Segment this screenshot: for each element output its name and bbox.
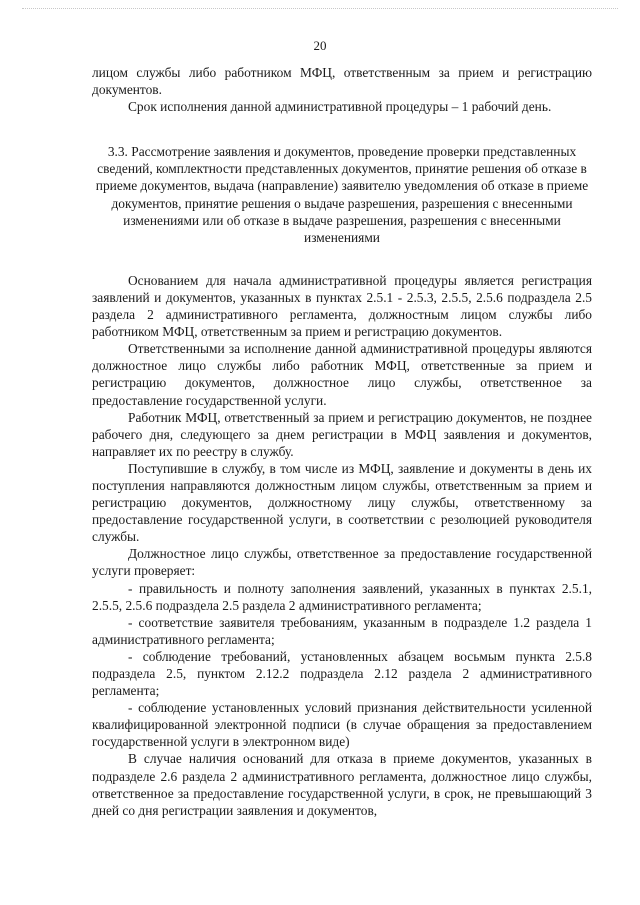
- document-body: [92, 64, 592, 819]
- list-item: - соблюдение установленных условий признания действительности усиленной квалифицированной электронной подписи (в случае обращения за предоставлением государственной услуги в электронном виде): [92, 700, 592, 750]
- list-item: - правильность и полноту заполнения заявлений, указанных в пунктах 2.5.1, 2.5.5, 2.5.6 подраздела 2.5 раздела 2 административного регламента;: [92, 580, 592, 613]
- paragraph: Поступившие в службу, в том числе из МФЦ, заявление и документы в день их поступления направляются должностным лицом службы, ответственным за прием и регистрацию документов, должностному лицу службы, ответственному за предоставление государственной услуги, в соответствии с резолюцией руководителя службы.: [92, 460, 592, 545]
- paragraph: Ответственными за исполнение данной административной процедуры являются должностное лицо службы либо работник МФЦ, ответственные за прием и регистрацию документов, должностное лицо службы, ответственное за предоставление государственной услуги.: [92, 341, 592, 408]
- page-number: 20: [313, 38, 327, 53]
- paragraph: Работник МФЦ, ответственный за прием и регистрацию документов, не позднее рабочего дня, следующего за днем регистрации в МФЦ заявления и документов, направляет их по реестру в службу.: [92, 409, 592, 459]
- paragraph: Основанием для начала административной процедуры является регистрация заявлений и документов, указанных в пунктах 2.5.1 - 2.5.3, 2.5.5, 2.5.6 подраздела 2.5 раздела 2 административного регламента, должностным лицом службы либо работником МФЦ, ответственным за прием и регистрацию документов.: [92, 272, 592, 340]
- list-item: - соответствие заявителя требованиям, указанным в подразделе 1.2 раздела 1 административного регламента;: [92, 614, 592, 647]
- top-scan-border: [22, 8, 618, 9]
- section-heading: 3.3. Рассмотрение заявления и документов, проведение проверки представленных сведений, комплектности представленных документов, принятие решения об отказе в приеме документов, выдача (направление) заявителю уведомления об отказе в приеме документов, принятие решения о выдаче разрешения, разрешения с внесенными изменениями или об отказе в выдаче разрешения, разрешения с внесенными изменениями: [95, 144, 589, 245]
- paragraph: Срок исполнения данной административной процедуры – 1 рабочий день.: [128, 99, 552, 115]
- paragraph: лицом службы либо работником МФЦ, ответственным за прием и регистрацию документов.: [92, 65, 592, 98]
- list-item: - соблюдение требований, установленных абзацем восьмым пункта 2.5.8 подраздела 2.5, пунктом 2.12.2 подраздела 2.12 раздела 2 административного регламента;: [92, 648, 592, 699]
- paragraph: Должностное лицо службы, ответственное за предоставление государственной услуги проверяет:: [92, 546, 592, 579]
- paragraph: В случае наличия оснований для отказа в приеме документов, указанных в подразделе 2.6 раздела 2 административного регламента, должностное лицо службы, ответственное за предоставление государственной услуги, в срок, не превышающий 3 дней со дня регистрации заявления и документов,: [92, 751, 592, 818]
